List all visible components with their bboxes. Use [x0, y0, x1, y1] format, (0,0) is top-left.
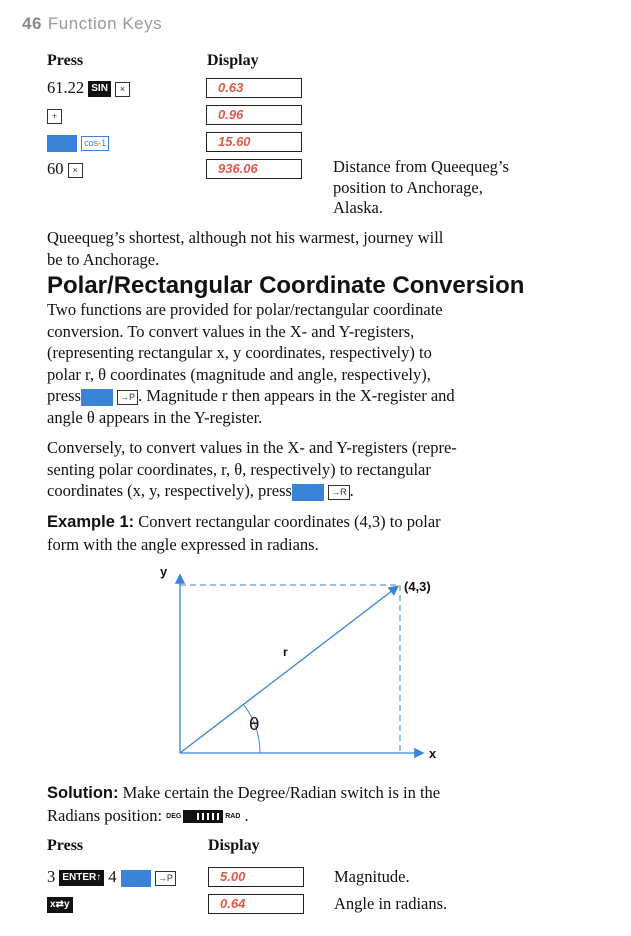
polar-diagram [150, 558, 460, 768]
display-column-header: Display [208, 837, 260, 854]
keystroke-number: 3 [47, 867, 56, 886]
text-fragment: Make certain the Degree/Radian switch is in the [122, 783, 441, 802]
text-line: conversion. To convert values in the X- and Y-registers, [47, 321, 415, 341]
text-line: (representing rectangular x, y coordinates, respectively) to [47, 343, 432, 362]
keystroke-row-4 [47, 158, 83, 179]
x-swap-y-key: x⇄y [47, 897, 73, 913]
keystroke-row-6 [47, 893, 73, 914]
section-title: Function Keys [47, 14, 163, 33]
comment-line: position to Anchorage, [333, 177, 483, 197]
display-column-header: Display [207, 52, 259, 69]
comment-line: Alaska. [333, 198, 383, 217]
text-line [47, 511, 550, 534]
press-word: press [47, 386, 81, 405]
sin-key: SIN [88, 81, 111, 97]
text-line [47, 782, 550, 805]
text-line: be to Anchorage. [47, 249, 160, 269]
page-number: 46 [22, 14, 42, 33]
text-line: angle θ appears in the Y-register. [47, 407, 263, 427]
display-readout-4: 936.06 [206, 159, 302, 179]
text-fragment: Radians position: [47, 805, 163, 825]
shift-key [47, 135, 77, 152]
solution-label: Solution: [47, 784, 119, 802]
keystroke-row-3 [47, 131, 109, 152]
press-column-header: Press [47, 837, 84, 854]
multiply-key: × [115, 82, 130, 97]
text-line: Conversely, to convert values in the X- and Y-registers (repre- [47, 438, 457, 457]
magnitude-comment: Magnitude. [334, 867, 410, 886]
point-label: (4,3) [404, 579, 431, 594]
to-polar-key: →P [155, 871, 176, 886]
shift-key [121, 870, 151, 887]
switch-rad-label: RAD [225, 812, 241, 820]
keystroke-number: 60 [47, 159, 64, 178]
switch-body [183, 810, 223, 823]
text-line: senting polar coordinates, r, θ, respectively) to rectangular [47, 459, 431, 479]
keystroke-row-2 [47, 104, 62, 125]
x-axis-label: x [429, 746, 437, 761]
to-polar-key: →P [117, 390, 138, 405]
display-readout-3: 15.60 [206, 132, 302, 152]
conversion-paragraph [47, 299, 550, 428]
radius-vector [180, 587, 397, 753]
multiply-key: × [68, 163, 83, 178]
radius-label: r [283, 645, 288, 659]
text-line: form with the angle expressed in radians. [47, 534, 319, 554]
example-paragraph [47, 511, 550, 555]
page-header [22, 14, 162, 34]
text-fragment: . Magnitude r then appears in the X-register and [138, 386, 455, 405]
display-readout-5: 5.00 [208, 867, 304, 887]
shift-key [81, 389, 113, 406]
deg-rad-switch [166, 806, 240, 828]
arccos-key: cos-1 [81, 136, 109, 151]
text-line [47, 480, 550, 502]
theta-label: θ [249, 715, 260, 735]
text-fragment: . [244, 805, 249, 825]
display-readout-6: 0.64 [208, 894, 304, 914]
text-fragment: Convert rectangular coordinates (4,3) to polar [138, 512, 441, 531]
solution-paragraph [47, 782, 550, 827]
plus-key: + [47, 109, 62, 124]
example-label: Example 1: [47, 513, 135, 531]
switch-deg-label: DEG [166, 812, 182, 820]
text-line [47, 385, 550, 407]
angle-comment: Angle in radians. [334, 894, 448, 913]
comment-line: Distance from Queequeg’s [333, 157, 509, 176]
to-rect-key: →R [328, 485, 350, 500]
y-axis-label: y [160, 564, 168, 579]
shift-key [292, 484, 324, 501]
display-readout-2: 0.96 [206, 105, 302, 125]
enter-key: ENTER↑ [59, 870, 104, 886]
keystroke-row-5 [47, 866, 176, 887]
converse-paragraph [47, 437, 550, 502]
keystroke-number: 4 [108, 867, 117, 886]
queequeg-paragraph [47, 227, 550, 270]
text-line: Queequeg’s shortest, although not his warmest, journey will [47, 228, 444, 247]
text-line: polar r, θ coordinates (magnitude and angle, respectively), [47, 364, 431, 384]
distance-comment [333, 157, 509, 219]
press-column-header: Press [47, 52, 84, 69]
text-fragment: coordinates (x, y, respectively), press [47, 481, 292, 500]
display-readout-1: 0.63 [206, 78, 302, 98]
keystroke-number: 61.22 [47, 78, 85, 97]
section-heading: Polar/Rectangular Coordinate Conversion [47, 272, 525, 299]
text-fragment: . [349, 481, 354, 500]
keystroke-row-1 [47, 77, 130, 98]
text-line [47, 805, 550, 828]
text-line: Two functions are provided for polar/rectangular coordinate [47, 300, 443, 319]
